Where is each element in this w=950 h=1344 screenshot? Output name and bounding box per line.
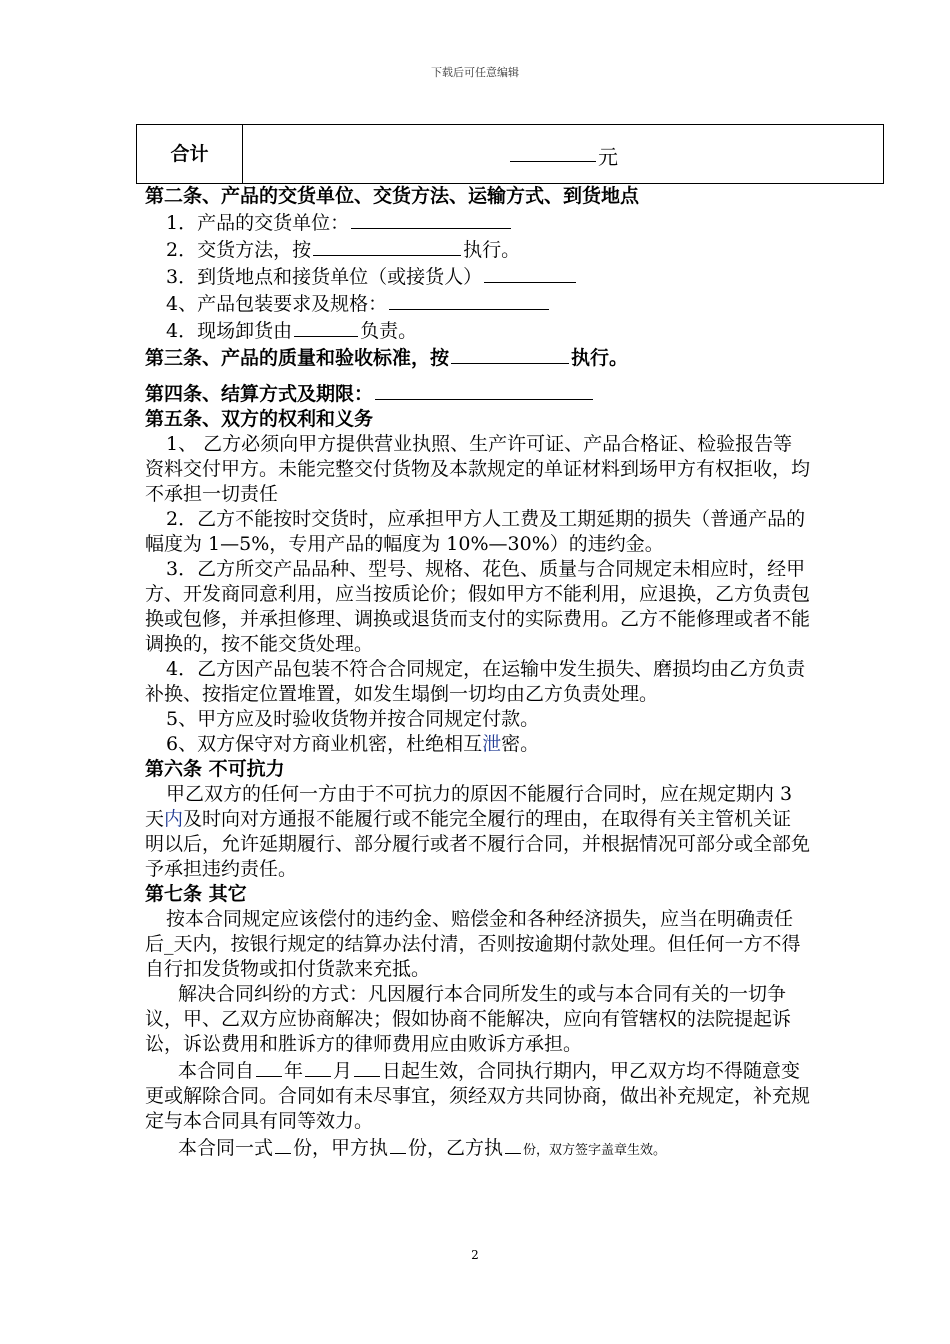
article7-p2: 解决合同纠纷的方式：凡因履行本合同所发生的或与本合同有关的一切争议，甲、乙双方应协商解决；假如协商不能解决，应向有管辖权的法院提起诉讼，诉讼费用和胜诉方的律师费用应由败诉方承担。 (145, 983, 792, 1055)
article5-p4: 4．乙方因产品包装不符合合同规定，在运输中发生损失、磨损均由乙方负责补换、按指定位置堆置，如发生塌倒一切均由乙方负责处理。 (145, 658, 806, 705)
article7-title: 第七条 其它 (145, 883, 247, 905)
article5-p6: 6、双方保守对方商业机密，杜绝相互泄密。 (166, 733, 540, 755)
article5-p2: 2．乙方不能按时交货时，应承担甲方人工费及工期延期的损失（普通产品的幅度为 1—5%，专用产品的幅度为 10%—30%）的违约金。 (145, 508, 806, 555)
total-value (243, 125, 883, 183)
packaging-blank[interactable] (389, 290, 549, 310)
article6-title: 第六条 不可抗力 (145, 758, 285, 780)
consignee-blank[interactable] (484, 263, 576, 283)
quality-standard-blank[interactable] (451, 344, 569, 364)
contract-body (145, 184, 810, 1163)
article7-p1: 按本合同规定应该偿付的违约金、赔偿金和各种经济损失，应当在明确责任后_天内，按银行规定的结算办法付清，否则按逾期付款处理。但任何一方不得自行扣发货物或扣付货款来充抵。 (145, 908, 801, 980)
article5-p1: 1、 乙方必须向甲方提供营业执照、生产许可证、产品合格证、检验报告等资料交付甲方。未能完整交付货物及本款规定的单证材料到场甲方有权拒收，均不承担一切责任 (145, 433, 811, 505)
article2-item4: 4、产品包装要求及规格： (145, 290, 810, 317)
article7-p3: 本合同自 年 月 日起生效，合同执行期内，甲乙双方均不得随意变更或解除合同。合同如有未尽事宜，须经双方共同协商，做出补充规定，补充规定与本合同具有同等效力。 (145, 1057, 810, 1134)
article2-title: 第二条、产品的交货单位、交货方法、运输方式、到货地点 (145, 185, 640, 207)
copies-total-blank[interactable] (275, 1134, 291, 1154)
month-blank[interactable] (305, 1057, 331, 1077)
year-blank[interactable] (256, 1057, 282, 1077)
copies-party-a-blank[interactable] (390, 1134, 406, 1154)
page-number: 2 (471, 1248, 479, 1262)
article7-p4: 本合同一式 份，甲方执 份，乙方执 份，双方签字盖章生效。 (145, 1134, 810, 1163)
article2-item3: 3．到货地点和接货单位（或接货人） (145, 263, 810, 290)
day-blank[interactable] (354, 1057, 380, 1077)
article2-item2: 2．交货方法，按 执行。 (145, 236, 810, 263)
article4-title: 第四条、结算方式及期限： (145, 380, 810, 407)
total-amount-blank[interactable] (510, 141, 596, 162)
article6-p: 甲乙双方的任何一方由于不可抗力的原因不能履行合同时，应在规定期内 3 天内及时向对方通报不能履行或不能完全履行的理由，在取得有关主管机关证明以后，允许延期履行、部分履行或者不履行合同，并根据情况可部分或全部免予承担违约责任。 (145, 783, 811, 880)
article2-item5: 4．现场卸货由 负责。 (145, 317, 810, 344)
delivery-method-blank[interactable] (313, 236, 461, 256)
article3: 第三条、产品的质量和验收标准，按 执行。 (145, 344, 810, 371)
article5-p5: 5、甲方应及时验收货物并按合同规定付款。 (166, 708, 540, 730)
total-table (136, 124, 884, 184)
total-unit: 元 (598, 145, 618, 169)
copies-party-b-blank[interactable] (505, 1134, 521, 1154)
article5-p3: 3．乙方所交产品品种、型号、规格、花色、质量与合同规定未相应时，经甲方、开发商同意利用，应当按质论价；假如甲方不能利用，应退换，乙方负责包换或包修，并承担修理、调换或退货而支付的实际费用。乙方不能修理或者不能调换的，按不能交货处理。 (145, 558, 811, 655)
settlement-blank[interactable] (375, 380, 593, 400)
article2-item1: 1．产品的交货单位： (145, 209, 810, 236)
article5-title: 第五条、双方的权利和义务 (145, 408, 374, 430)
delivery-unit-blank[interactable] (351, 209, 511, 229)
total-label: 合计 (137, 125, 243, 183)
page-header: 下载后可任意编辑 (431, 66, 519, 79)
unloading-party-blank[interactable] (294, 317, 358, 337)
